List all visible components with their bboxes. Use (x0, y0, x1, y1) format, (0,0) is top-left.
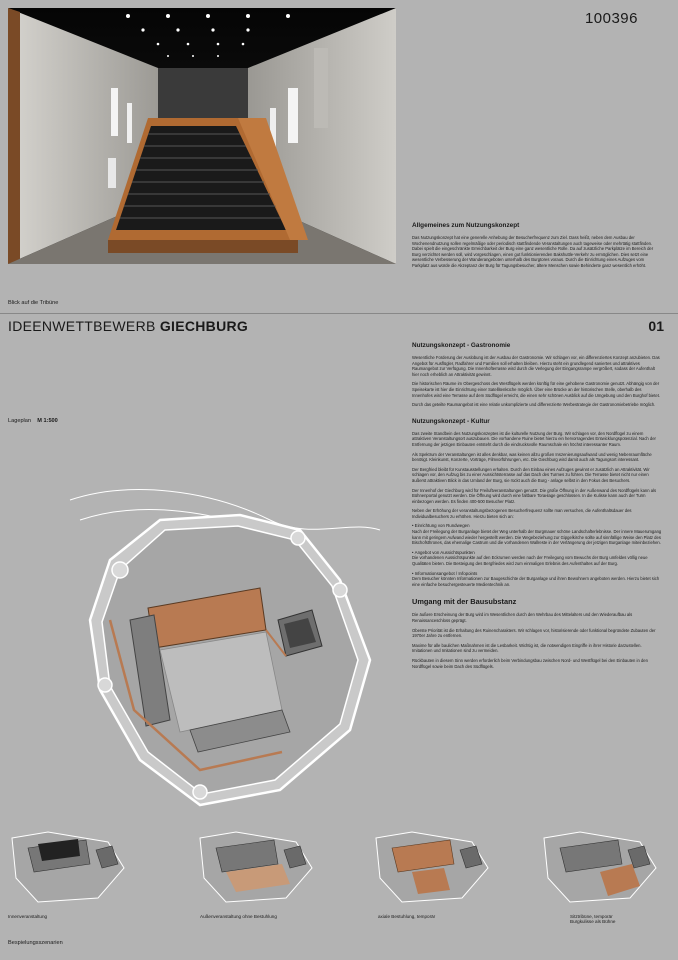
gastronomie-paragraph: Wesentliche Forderung der Auslobung ist der Ausbau der Gastronomie. Wir schlagen vor, ein differenziertes Konzept anzubieten. Das Angebot für Ausflügler, Radfahrer und Familien soll erhalten bleiben. Hierzu steht ein grundlegend saniertes und attraktives Raumangebot zur Verfügung. Die Innenhofterrasse wird durch die Verlegung der Eingangsrampe vergrößert, sodass der Aufenthalt hier noch erheblich an Attraktivität gewinnt. (412, 355, 660, 377)
scenario-label: axiale Bestuhlung, temporär (378, 914, 436, 919)
text-column (412, 342, 662, 673)
render-caption: Blick auf die Tribüne (8, 300, 59, 306)
bausubstanz-paragraph: Oberste Priorität ist die Erhaltung des Ruinencharakters. Wir schlagen vor, historisierende oder funktional begründete Zubauten der 1970er Jahre zu entfernen. (412, 627, 656, 639)
scenario-label (570, 914, 615, 924)
gastronomie-paragraph: Durch das geteilte Raumangebot ist eine relativ unkomplizierte und differenzierte Werbestrategie der Gastronomiebetriebe möglich. (412, 402, 656, 408)
bausubstanz-heading: Umgang mit der Bausubstanz (412, 597, 517, 607)
scenario-label-line2: Burgkulisse als Bühne (570, 919, 616, 924)
intro-section (412, 222, 660, 269)
kultur-paragraph: Das zweite Standbein des Nutzungskonzeptes ist die kulturelle Nutzung der Burg. Wir schlagen vor, den Nordflügel zu einem attraktiven Veranstaltungsort auszubauen. Die vorhandene Ruine bietet hierzu ein hervorragendes Entwicklungspotenzial. Nach der Entfernung der jetzigen Einbauten entsteht durch die eindrucksvolle Raumschale ein höchst interessanter Raum. (412, 430, 656, 447)
scenario-thumbnail (8, 828, 128, 906)
scenarios-heading: Bespielungsszenarien (8, 940, 63, 946)
gastronomie-heading: Nutzungskonzept - Gastronomie (412, 342, 511, 349)
sheet-number: 01 (648, 318, 664, 334)
horizontal-divider (0, 313, 678, 314)
tribune-render-image (8, 8, 396, 264)
kultur-paragraph: Der Bergfried bleibt für Kunstausstellungen erhalten. Durch den Einbau eines Aufzuges gewinnt er zusätzlich an Attraktivität. Wir schlagen vor, den Aufzug bis zu einer Aussichtsterrasse auf das Dach des Turmes zu führen. Die Terrasse bietet nicht nur einen äußerst attraktiven Blick in das Umland der Burg, sie rückt auch die Burg - anlage selbst in den Fokus des Besuchers. (412, 466, 650, 483)
bullet-item: • Informationsangebot / Infopoints (412, 570, 478, 576)
intro-heading: Allgemeines zum Nutzungskonzept (412, 222, 520, 229)
scenario-label-line1: Sitztribüne, temporär (570, 914, 613, 919)
bausubstanz-paragraph: Maxime für alle baulichen Maßnahmen ist die Lesbarkeit. Wichtig ist, die notwendigen Eingriffe in ihrer Historie darzustellen. Imitationen und Imitationen sind zu vermeiden. (412, 642, 642, 654)
scenario-label: Innenveranstaltung (8, 914, 48, 919)
site-plan-drawing (50, 460, 390, 820)
bullet-text: Die vorhandenen Aussichtspunkte auf den Eckrumen werden nach der Freilegung vom Bewuchs der Burg umfeldes völlig neue Qualitäten bieten. Die Besteigung des Bergfriedes wird zum einmaligen Erlebnis des Aufenthaltes auf der Burg. (412, 555, 648, 567)
scenario-thumbnail (196, 828, 316, 906)
lageplan-title: Lageplan (8, 418, 32, 424)
scenario-thumbnail (372, 828, 492, 906)
bullet-text: Nach der Freilegung der Burganlage bietet der Weg unterhalb der Burgmauer schöne Landschafterlebnisse. Der innere Mauerumgang kann mit geringem Aufwand wieder hergestellt werden. Die Wegebeziehung zur Gipgelkirche sollte auf sinnfällige Weise den Platz des Bischofsthrones, das ehemalige Castrum und die vorhandenen Wallreste in der Verlängerung der jetzigen Burganlage miteinbeziehen. (412, 529, 662, 546)
lageplan-scale: M 1:500 (37, 418, 58, 424)
bullet-title: Einrichtung von Rundwegen (414, 523, 470, 529)
kultur-paragraph: Neben der Erhöhung der veranstaltungsbezogenen Besucherfrequenz sollte man versuchen, die Aufenthaltsdauer des Individualbesuchers zu erhöhen. Hierzu bieten sich an: (412, 508, 632, 519)
scenario-thumbnail (540, 828, 660, 906)
lageplan-label (8, 418, 58, 424)
bullet-title: Angebot von Aussichtspunkten (414, 549, 475, 555)
title-prefix: IDEENWETTBEWERB (8, 318, 156, 334)
gastronomie-paragraph: Die historischen Räume im Obergeschoss des Westflügels werden künftig für eine gehobene Gastronomie genutzt. Abhängig von der Speisekarte ist hier die Einrichtung einer Satellitenküche möglich. Über eine Brücke an der historischen Stelle, oberhalb des Innenhofes wird eine Terrasse auf dem Südflügel erreicht, die einen sehr schönen Ausblick auf die Umgebung und den Burghof bietet. (412, 381, 661, 398)
kultur-paragraph: Als Spektrum der Veranstaltungen ist alles denkbar, was keinen allzu großen Inszenierungsaufwand und wenig Nebenraumfläche benötigt. Kleinkunst, Konzerte, Vorträge, Filmvorführungen, etc. Die Giechburg wird damit auch als Tagungsort interessant. (412, 451, 652, 463)
bausubstanz-paragraph: Die äußere Erscheinung der Burg wird im Wesentlichen durch den Wehrbau des Mittelalters und den Wiederaufbau als Renaissanceschloss geprägt. (412, 612, 633, 623)
bullet-title: Informationsangebot / Infopoints (414, 570, 478, 576)
page-title (8, 318, 248, 334)
bullet-item: • Einrichtung von Rundwegen (412, 523, 470, 529)
kultur-paragraph: Der Innenhof der Giechburg wird für Freiluftveranstaltungen genutzt. Die große Öffnung in der Außenwand des Nordflügels kann als Bühnenportal genutzt werden. Die Öffnung wird durch eine faltbare Torанlage geschlossen. In die Kulisse kann auch der Turm einbezogen werden. Es finden 400-500 Besucher Platz. (412, 487, 657, 504)
project-id: 100396 (584, 10, 638, 27)
bausubstanz-paragraph: Rückbauten in diesem Sinn werden erforderlich beim Verbindungsbau zwischen Nord- und Westflügel bei den Einbauten in den Nordflügel sowie beim Dach des Südflügels. (412, 657, 648, 669)
kultur-heading: Nutzungskonzept - Kultur (412, 417, 490, 425)
bullet-item: • Angebot von Aussichtspunkten (412, 549, 475, 555)
scenario-label: Außenveranstaltung ohne Bestuhlung (200, 914, 277, 919)
bullet-text: Dem Besucher könnten Informationen zur Baugeschichte der Burganlage und ihren Bewohnern angeboten werden. Hierzu bietet sich eine einfache besuchergesteuerte Medientechnik an. (412, 576, 660, 587)
title-name: GIECHBURG (159, 318, 249, 334)
intro-text: Das Nutzungskonzept hat eine generelle Anhebung der Besucherfrequenz zum Ziel. Dass heißt, neben dem Ausbau der Wochenendnutzung sollen regelmäßige oder periodisch stattfindende Veranstaltungen auch tageweise oder mehrtätig stattfinden. Dabei spielt die eingeschränkte Erreichbarkeit der Burg eine ganz wesentliche Rolle. Da auf zusätzliche Parkplätze im Bereich der Burg verzichtet werden soll, wird vorgeschlagen, einen gut funktionierenden Bakshuttle-Verkehr zu ermöglichen. Dies setzt eine wesentliche Verbesserung der Wanderangeboten unterhalb des Burgtores voraus. Durch die Einrichtung eines Aufzuges vom Parkplatz aus würde die Akzeptanz der Burg für Tagungsbesucher, ältere Menschen sowie Behinderte ganz wesentlich erhöht. (412, 235, 654, 268)
